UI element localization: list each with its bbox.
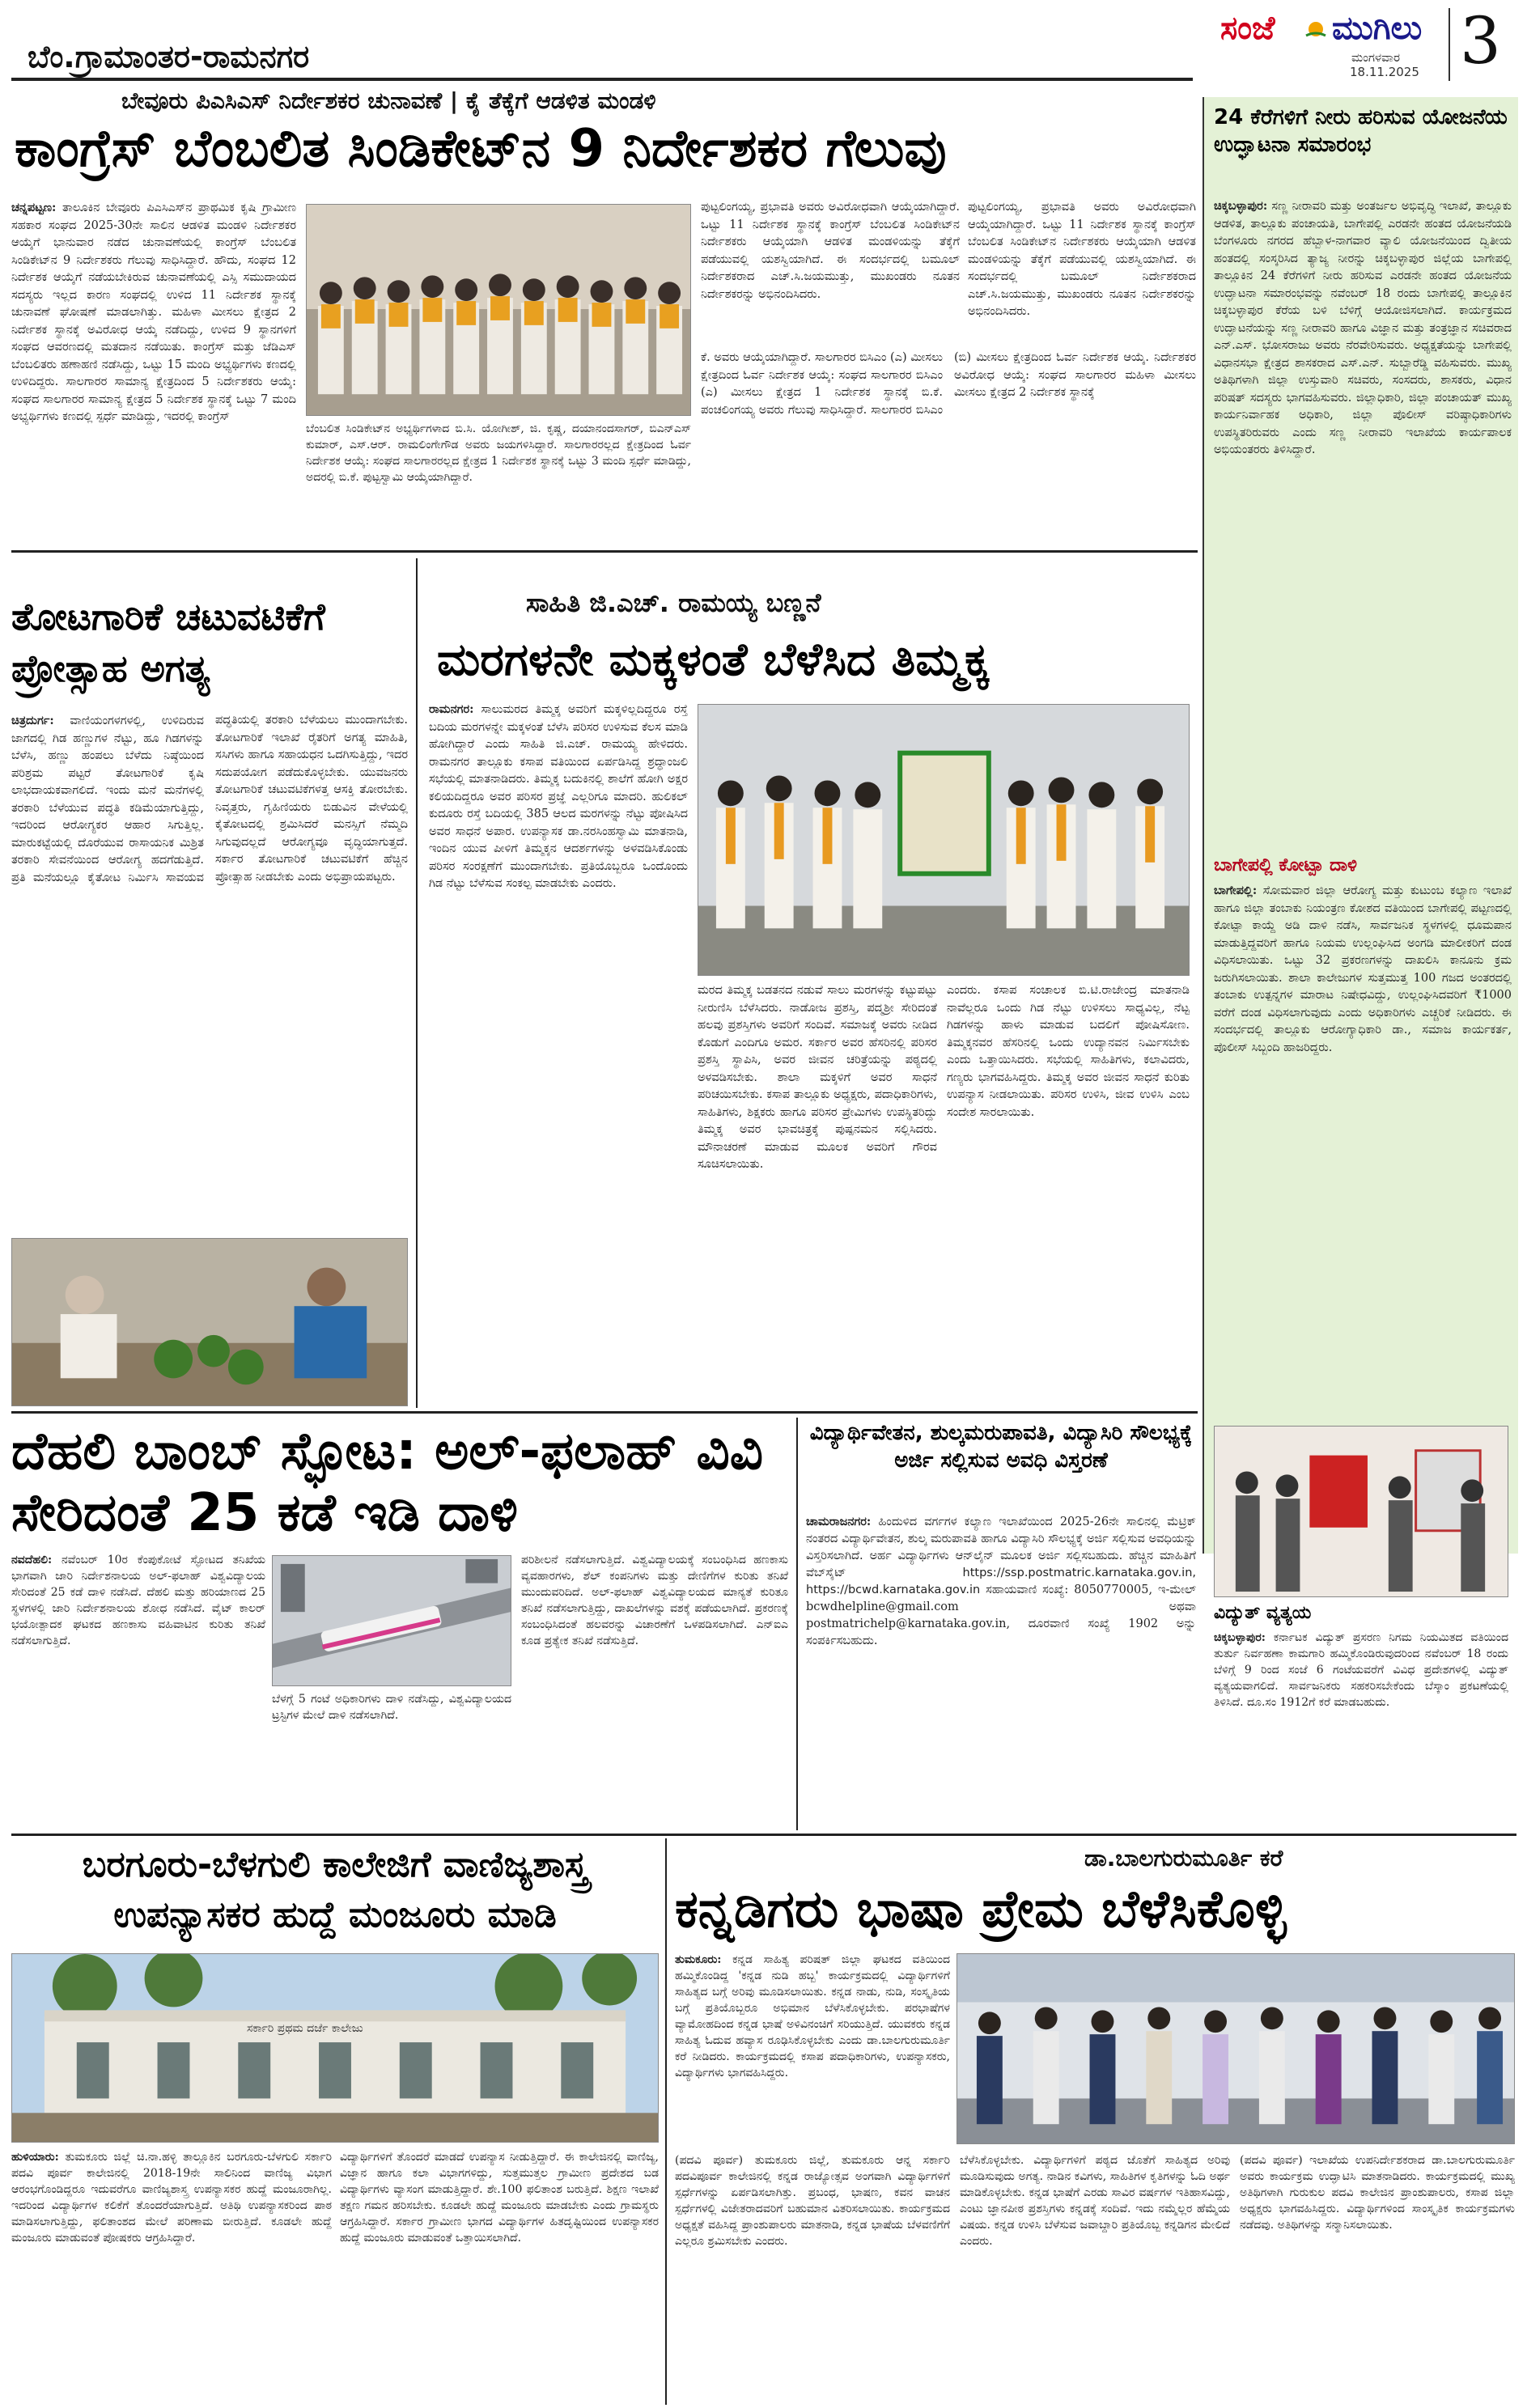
kannada-top-text: ಕನ್ನಡ ಸಾಹಿತ್ಯ ಪರಿಷತ್ ಜಿಲ್ಲಾ ಘಟಕದ ವತಿಯಿಂದ ಹಮ್ಮಿಕೊಂಡಿದ್ದ 'ಕನ್ನಡ ನುಡಿ ಹಬ್ಬ' ಕಾರ್ಯಕ್ರಮದಲ್ಲಿ ವಿದ್ಯಾರ್ಥಿಗಳಿಗೆ ಸಾಹಿತ್ಯದ ಬಗ್ಗೆ ಅರಿವು ಮೂಡಿಸಲಾಯಿತು. ಕನ್ನಡ ನಾಡು, ನುಡಿ, ಸಂಸ್ಕೃತಿಯ ಬಗ್ಗೆ ಪ್ರತಿಯೊಬ್ಬರೂ ಅಭಿಮಾನ ಬೆಳೆಸಿಕೊಳ್ಳಬೇಕು. ಪರಭಾಷೆಗಳ ವ್ಯಾಮೋಹದಿಂದ ಕನ್ನಡ ಭಾಷೆ ಅಳಿವಿನಂಚಿಗೆ ಸರಿಯುತ್ತಿದೆ. ಯುವಕರು ಕನ್ನಡ ಸಾಹಿತ್ಯ ಓದುವ ಹವ್ಯಾಸ ರೂಢಿಸಿಕೊಳ್ಳಬೇಕು ಎಂದು ಡಾ.ಬಾಲಗುರುಮೂರ್ತಿ ಕರೆ ನೀಡಿದರು. ಕಾರ್ಯಕ್ರಮದಲ್ಲಿ ಕಸಾಪ ಪದಾಧಿಕಾರಿಗಳು, ಉಪನ್ಯಾಸಕರು, ವಿದ್ಯಾರ್ಥಿಗಳು ಭಾಗವಹಿಸಿದ್ದರು. <box>675 1953 950 2079</box>
delhi-dateline: ನವದೆಹಲಿ: <box>11 1554 53 1566</box>
thimmakka-col-3: ಎಂದರು. ಕಸಾಪ ಸಂಚಾಲಕ ಬಿ.ಟಿ.ರಾಜೇಂದ್ರ ಮಾತನಾಡಿ ನಾವೆಲ್ಲರೂ ಒಂದು ಗಿಡ ನೆಟ್ಟು ಉಳಿಸಲು ಸಾಧ್ಯವಿಲ್ಲ, ನೆಟ್ಟ ಗಿಡಗಳನ್ನು ಹಾಳು ಮಾಡುವ ಬದಲಿಗೆ ಪೋಷಿಸೋಣ. ತಿಮ್ಮಕ್ಕನವರ ಹೆಸರಿನಲ್ಲಿ ಒಂದು ಉದ್ಯಾನವನ ನಿರ್ಮಿಸಬೇಕು ಎಂದು ಒತ್ತಾಯಿಸಿದರು. ಸಭೆಯಲ್ಲಿ ಸಾಹಿತಿಗಳು, ಕಲಾವಿದರು, ಗಣ್ಯರು ಭಾಗವಹಿಸಿದ್ದರು. ತಿಮ್ಮಕ್ಕ ಅವರ ಜೀವನ ಸಾಧನೆ ಕುರಿತು ಉಪನ್ಯಾಸ ನೀಡಲಾಯಿತು. ಪರಿಸರ ಉಳಿಸಿ, ಜೀವ ಉಳಿಸಿ ಎಂಬ ಸಂದೇಶ ಸಾರಲಾಯಿತು. <box>947 984 1190 1119</box>
kannada-photo <box>956 1953 1515 2144</box>
delhi-col-1 <box>11 1552 265 1827</box>
mid-rule <box>11 1411 1198 1414</box>
kannada-dateline: ತುಮಕೂರು: <box>675 1953 722 1966</box>
thimmakka-col-1 <box>429 701 688 1405</box>
horti-text: ವಾಣಿಯಂಗಳಗಳಲ್ಲಿ, ಉಳಿದಿರುವ ಜಾಗದಲ್ಲಿ ಗಿಡ ಹಣ್ಣುಗಳ ನೆಟ್ಟು, ಹೂ ಗಿಡಗಳನ್ನು ಬೆಳೆಸಿ, ಹಣ್ಣು ಹಂಪಲು ಬೆಳೆದು ನಿಷ್ಠೆಯಿಂದ ಪರಿಶ್ರಮ ಪಟ್ಟರೆ ತೋಟಗಾರಿಕೆ ಕೃಷಿ ಲಾಭದಾಯಕವಾಗಲಿದೆ. ಇಂದು ಮನೆ ಮನೆಗಳಲ್ಲಿ ತರಕಾರಿ ಬೆಳೆಯುವ ಪದ್ಧತಿ ಕಡಿಮೆಯಾಗುತ್ತಿದ್ದು, ಇದರಿಂದ ಆರೋಗ್ಯಕರ ಆಹಾರ ಸಿಗುತ್ತಿಲ್ಲ. ಮಾರುಕಟ್ಟೆಯಲ್ಲಿ ದೊರೆಯುವ ರಾಸಾಯನಿಕ ಮಿಶ್ರಿತ ತರಕಾರಿ ಸೇವನೆಯಿಂದ ಆರೋಗ್ಯ ಹದಗೆಡುತ್ತಿದೆ. ಪ್ರತಿ ಮನೆಯಲ್ಲೂ ಕೈತೋಟ ನಿರ್ಮಿಸಿ ಸಾವಯವ ಪದ್ಧತಿಯಲ್ಲಿ ತರಕಾರಿ ಬೆಳೆಯಲು ಮುಂದಾಗಬೇಕು. ತೋಟಗಾರಿಕೆ ಇಲಾಖೆ ರೈತರಿಗೆ ಅಗತ್ಯ ಮಾಹಿತಿ, ಸಸಿಗಳು ಹಾಗೂ ಸಹಾಯಧನ ಒದಗಿಸುತ್ತಿದ್ದು, ಇದರ ಸದುಪಯೋಗ ಪಡೆದುಕೊಳ್ಳಬೇಕು. ಯುವಜನರು ತೋಟಗಾರಿಕೆ ಚಟುವಟಿಕೆಗಳತ್ತ ಆಸಕ್ತಿ ತೋರಬೇಕು. ನಿವೃತ್ತರು, ಗೃಹಿಣಿಯರು ಬಿಡುವಿನ ವೇಳೆಯಲ್ಲಿ ಕೈತೋಟದಲ್ಲಿ ಶ್ರಮಿಸಿದರೆ ಮನಸ್ಸಿಗೆ ನೆಮ್ಮದಿ ಸಿಗುವುದಲ್ಲದೆ ಆರೋಗ್ಯವೂ ವೃದ್ಧಿಯಾಗುತ್ತದೆ. ಸರ್ಕಾರ ತೋಟಗಾರಿಕೆ ಚಟುವಟಿಕೆಗೆ ಹೆಚ್ಚಿನ ಪ್ರೋತ್ಸಾಹ ನೀಡಬೇಕು ಎಂದು ಅಭಿಪ್ರಾಯಪಟ್ಟರು. <box>11 714 408 884</box>
sidebar-sub-body <box>1214 882 1512 1408</box>
college-headline: ಬರಗೂರು-ಬೆಳಗುಲಿ ಕಾಲೇಜಿಗೆ ವಾಣಿಜ್ಯಶಾಸ್ತ್ರ ಉಪನ್ಯಾಸಕರ ಹುದ್ದೆ ಮಂಜೂರು ಮಾಡಿ <box>82 1844 588 1935</box>
sidebar-body-text: ಸಣ್ಣ ನೀರಾವರಿ ಮತ್ತು ಅಂತರ್ಜಲ ಅಭಿವೃದ್ಧಿ ಇಲಾಖೆ, ತಾಲ್ಲೂಕು ಆಡಳಿತ, ತಾಲ್ಲೂಕು ಪಂಚಾಯತಿ, ಬಾಗೇಪಲ್ಲಿ ಎರಡನೇ ಹಂತದ ಯೋಜನೆಯಡಿ ಬೆಂಗಳೂರು ನಗರದ ಹೆಬ್ಬಾಳ-ನಾಗವಾರ ವ್ಯಾಲಿ ಯೋಜನೆಯಿಂದ ದ್ವಿತೀಯ ಹಂತದಲ್ಲಿ ಸಂಸ್ಕರಿಸಿದ ತ್ಯಾಜ್ಯ ನೀರನ್ನು ಚಿಕ್ಕಬಳ್ಳಾಪುರ ಜಿಲ್ಲೆಯ ಬಾಗೇಪಲ್ಲಿ ತಾಲ್ಲೂಕಿನ 24 ಕೆರೆಗಳಿಗೆ ನೀರು ಹರಿಸುವ ಎರಡನೇ ಹಂತದ ಯೋಜನೆಯ ಉದ್ಘಾಟನಾ ಸಮಾರಂಭವನ್ನು ನವೆಂಬರ್ 18 ರಂದು ಬಾಗೇಪಲ್ಲಿ ತಾಲ್ಲೂಕಿನ ಚಿಕ್ಕಬಳ್ಳಾಪುರ ಕೆರೆಯ ಬಳಿ ಬೆಳಿಗ್ಗೆ ಆಯೋಜಿಸಲಾಗಿದೆ. ಕಾರ್ಯಕ್ರಮದ ಉದ್ಘಾಟನೆಯನ್ನು ಸಣ್ಣ ನೀರಾವರಿ ಹಾಗೂ ವಿಜ್ಞಾನ ಮತ್ತು ತಂತ್ರಜ್ಞಾನ ಸಚಿವರಾದ ಎನ್.ಎಸ್. ಭೋಸರಾಜು ಅವರು ನೆರವೇರಿಸುವರು. ಅಧ್ಯಕ್ಷತೆಯನ್ನು ಬಾಗೇಪಲ್ಲಿ ವಿಧಾನಸಭಾ ಕ್ಷೇತ್ರದ ಶಾಸಕರಾದ ಎಸ್.ಎನ್. ಸುಬ್ಬಾರೆಡ್ಡಿ ವಹಿಸುವರು. ಮುಖ್ಯ ಅತಿಥಿಗಳಾಗಿ ಜಿಲ್ಲಾ ಉಸ್ತುವಾರಿ ಸಚಿವರು, ಸಂಸದರು, ಶಾಸಕರು, ವಿಧಾನ ಪರಿಷತ್ ಸದಸ್ಯರು ಭಾಗವಹಿಸುವರು. ಜಿಲ್ಲಾಧಿಕಾರಿ, ಜಿಲ್ಲಾ ಪಂಚಾಯತ್ ಮುಖ್ಯ ಕಾರ್ಯನಿರ್ವಾಹಕ ಅಧಿಕಾರಿ, ಜಿಲ್ಲಾ ಪೊಲೀಸ್ ವರಿಷ್ಠಾಧಿಕಾರಿಗಳು ಉಪಸ್ಥಿತರಿರುವರು ಎಂದು ಸಣ್ಣ ನೀರಾವರಿ ಇಲಾಖೆಯ ಕಾರ್ಯಪಾಲಕ ಅಭಿಯಂತರರು ತಿಳಿಸಿದ್ದಾರೆ. <box>1214 200 1512 456</box>
delhi-headline: ದೆಹಲಿ ಬಾಂಬ್ ಸ್ಫೋಟ: ಅಲ್-ಫಲಾಹ್ ವಿವಿ ಸೇರಿದಂತೆ 25 ಕಡೆ ಇಡಿ ದಾಳಿ <box>11 1422 764 1543</box>
college-sign: ಸರ್ಕಾರಿ ಪ್ರಥಮ ದರ್ಜೆ ಕಾಲೇಜು <box>247 2022 363 2035</box>
lead-col-3: ಕೆ. ಅವರು ಆಯ್ಕೆಯಾಗಿದ್ದಾರೆ. ಸಾಲಗಾರರ ಬಿಸಿಎಂ (ಎ) ಮೀಸಲು ಕ್ಷೇತ್ರದಿಂದ ಓರ್ವ ನಿರ್ದೇಶಕ ಆಯ್ಕೆ: ಸಂಘದ ಸಾಲಗಾರರ ಬಿಸಿಎಂ (ಎ) ಮೀಸಲು ಕ್ಷೇತ್ರದ 1 ನಿರ್ದೇಶಕ ಸ್ಥಾನಕ್ಕೆ ಬಿ.ಕೆ. ಪಂಚಲಿಂಗಯ್ಯ ಅವರು ಗೆಲುವು ಸಾಧಿಸಿದ್ದಾರೆ. ಸಾಲಗಾರರ ಬಿಸಿಎಂ (ಬಿ) ಮೀಸಲು ಕ್ಷೇತ್ರದಿಂದ ಓರ್ವ ನಿರ್ದೇಶಕ ಆಯ್ಕೆ. ನಿರ್ದೇಶಕರ ಅವಿರೋಧ ಆಯ್ಕೆ: ಸಂಘದ ಸಾಲಗಾರರ ಮಹಿಳಾ ಮೀಸಲು ಮೀಸಲು ಕ್ಷೇತ್ರದ 2 ನಿರ್ದೇಶಕ ಸ್ಥಾನಕ್ಕೆ <box>701 351 1196 417</box>
thimmakka-photo <box>698 704 1190 976</box>
lower-rule <box>11 1834 1516 1836</box>
scholarship-headline: ವಿದ್ಯಾರ್ಥಿವೇತನ, ಶುಲ್ಕಮರುಪಾವತಿ, ವಿದ್ಯಾಸಿರಿ ಸೌಲಭ್ಯಕ್ಕೆ ಅರ್ಜಿ ಸಲ್ಲಿಸುವ ಅವಧಿ ವಿಸ್ತರಣೆ <box>809 1421 1193 1473</box>
kannada-headline: ಕನ್ನಡಿಗರು ಭಾಷಾ ಪ್ರೇಮ ಬೆಳೆಸಿಕೊಳ್ಳಿ <box>675 1880 1287 1940</box>
header-rule <box>11 78 1193 81</box>
thimmakka-col1-text: ಸಾಲುಮರದ ತಿಮ್ಮಕ್ಕ ಅವರಿಗೆ ಮಕ್ಕಳಿಲ್ಲದಿದ್ದರೂ ರಸ್ತೆ ಬದಿಯ ಮರಗಳನ್ನೇ ಮಕ್ಕಳಂತೆ ಬೆಳೆಸಿ ಪರಿಸರ ಉಳಿಸುವ ಕೆಲಸ ಮಾಡಿ ಹೋಗಿದ್ದಾರೆ ಎಂದು ಸಾಹಿತಿ ಜಿ.ಎಚ್. ರಾಮಯ್ಯ ಹೇಳಿದರು. ರಾಮನಗರ ತಾಲ್ಲೂಕು ಕಸಾಪ ವತಿಯಿಂದ ಏರ್ಪಡಿಸಿದ್ದ ಶ್ರದ್ಧಾಂಜಲಿ ಸಭೆಯಲ್ಲಿ ಮಾತನಾಡಿದರು. ತಿಮ್ಮಕ್ಕ ಬದುಕಿನಲ್ಲಿ ಶಾಲೆಗೆ ಹೋಗಿ ಅಕ್ಷರ ಕಲಿಯದಿದ್ದರೂ ಅವರ ಪರಿಸರ ಪ್ರಜ್ಞೆ ಎಲ್ಲರಿಗೂ ಮಾದರಿ. ಹುಲಿಕಲ್ ಕುದೂರು ರಸ್ತೆ ಬದಿಯಲ್ಲಿ 385 ಆಲದ ಮರಗಳನ್ನು ನೆಟ್ಟು ಪೋಷಿಸಿದ ಅವರ ಸಾಧನೆ ಅಪಾರ. ಉಪನ್ಯಾಸಕ ಡಾ.ನರಸಿಂಹಸ್ವಾಮಿ ಮಾತನಾಡಿ, ಇಂದಿನ ಯುವ ಪೀಳಿಗೆ ತಿಮ್ಮಕ್ಕನ ಆದರ್ಶಗಳನ್ನು ಅಳವಡಿಸಿಕೊಂಡು ಪರಿಸರ ಸಂರಕ್ಷಣೆಗೆ ಮುಂದಾಗಬೇಕು. ಪ್ರತಿಯೊಬ್ಬರೂ ಒಂದೊಂದು ಗಿಡ ನೆಟ್ಟು ಬೆಳೆಸುವ ಸಂಕಲ್ಪ ಮಾಡಬೇಕು ಎಂದರು. <box>429 703 688 890</box>
thimmakka-col-2: ಮರದ ತಿಮ್ಮಕ್ಕ ಬಡತನದ ನಡುವೆ ಸಾಲು ಮರಗಳನ್ನು ಕಟ್ಟುಪಟ್ಟು ನೀರುಣಿಸಿ ಬೆಳೆಸಿದರು. ನಾಡೋಜ ಪ್ರಶಸ್ತಿ, ಪದ್ಮಶ್ರೀ ಸೇರಿದಂತೆ ಹಲವು ಪ್ರಶಸ್ತಿಗಳು ಅವರಿಗೆ ಸಂದಿವೆ. ಸಮಾಜಕ್ಕೆ ಅವರು ನೀಡಿದ ಕೊಡುಗೆ ಎಂದಿಗೂ ಅಮರ. ಸರ್ಕಾರ ಅವರ ಹೆಸರಿನಲ್ಲಿ ಪರಿಸರ ಪ್ರಶಸ್ತಿ ಸ್ಥಾಪಿಸಿ, ಅವರ ಜೀವನ ಚರಿತ್ರೆಯನ್ನು ಪಠ್ಯದಲ್ಲಿ ಅಳವಡಿಸಬೇಕು. ಶಾಲಾ ಮಕ್ಕಳಿಗೆ ಅವರ ಸಾಧನೆ ಪರಿಚಯಿಸಬೇಕು. ಕಸಾಪ ತಾಲ್ಲೂಕು ಅಧ್ಯಕ್ಷರು, ಪದಾಧಿಕಾರಿಗಳು, ಸಾಹಿತಿಗಳು, ಶಿಕ್ಷಕರು ಹಾಗೂ ಪರಿಸರ ಪ್ರೇಮಿಗಳು ಉಪಸ್ಥಿತರಿದ್ದು ತಿಮ್ಮಕ್ಕ ಅವರ ಭಾವಚಿತ್ರಕ್ಕೆ ಪುಷ್ಪನಮನ ಸಲ್ಲಿಸಿದರು. ಮೌನಾಚರಣೆ ಮಾಡುವ ಮೂಲಕ ಅವರಿಗೆ ಗೌರವ ಸೂಚಿಸಲಾಯಿತು. <box>698 984 937 1171</box>
sidebar-body <box>1214 197 1512 853</box>
sun-icon <box>1303 15 1329 40</box>
delhi-col-2: ಪರಿಶೀಲನೆ ನಡೆಸಲಾಗುತ್ತಿದೆ. ವಿಶ್ವವಿದ್ಯಾಲಯಕ್ಕೆ ಸಂಬಂಧಿಸಿದ ಹಣಕಾಸು ವ್ಯವಹಾರಗಳು, ಶೆಲ್ ಕಂಪನಿಗಳು ಮತ್ತು ದೇಣಿಗೆಗಳ ಕುರಿತು ತನಿಖೆ ಮುಂದುವರಿದಿದೆ. ಅಲ್-ಫಲಾಹ್ ವಿಶ್ವವಿದ್ಯಾಲಯದ ಮಾನ್ಯತೆ ಕುರಿತೂ ತನಿಖೆ ನಡೆಸಲಾಗುತ್ತಿದ್ದು, ದಾಖಲೆಗಳನ್ನು ವಶಕ್ಕೆ ಪಡೆಯಲಾಗಿದೆ. ಪ್ರಕರಣಕ್ಕೆ ಸಂಬಂಧಿಸಿದಂತೆ ಹಲವರನ್ನು ವಿಚಾರಣೆಗೆ ಒಳಪಡಿಸಲಾಗಿದೆ. ಎನ್‌ಐಎ ಕೂಡ ಪ್ರತ್ಯೇಕ ತನಿಖೆ ನಡೆಸುತ್ತಿದೆ. <box>521 1554 788 1647</box>
masthead <box>1214 8 1449 81</box>
kannada-col-3: (ಪದವಿ ಪೂರ್ವ) ಇಲಾಖೆಯ ಉಪನಿರ್ದೇಶಕರಾದ ಡಾ.ಬಾಲಗುರುಮೂರ್ತಿ ಅವರು ಕಾರ್ಯಕ್ರಮ ಉದ್ಘಾಟಿಸಿ ಮಾತನಾಡಿದರು. ಕಾರ್ಯಕ್ರಮದಲ್ಲಿ ಮುಖ್ಯ ಅತಿಥಿಗಳಾಗಿ ಗುರುಕುಲ ಪದವಿ ಕಾಲೇಜಿನ ಪ್ರಾಂಶುಪಾಲರು, ಕಸಾಪ ಜಿಲ್ಲಾ ಅಧ್ಯಕ್ಷರು ಭಾಗವಹಿಸಿದ್ದರು. ವಿದ್ಯಾರ್ಥಿಗಳಿಂದ ಸಾಂಸ್ಕೃತಿಕ ಕಾರ್ಯಕ್ರಮಗಳು ನಡೆದವು. ಅತಿಥಿಗಳನ್ನು ಸನ್ಮಾನಿಸಲಾಯಿತು. <box>1240 2154 1515 2232</box>
scholarship-dateline: ಚಾಮರಾಜನಗರ: <box>806 1515 872 1528</box>
sidebar-dateline: ಚಿಕ್ಕಬಳ್ಳಾಪುರ: <box>1214 199 1268 213</box>
scholarship-helpline: ಸಹಾಯವಾಣಿ ಸಂಖ್ಯೆ: 8050770005, ಇ-ಮೇಲ್ bcwdhelpline@gmail.com ಅಥವಾ postmatrichelp@karnataka.gov.in, ದೂರವಾಣಿ ಸಂಖ್ಯೆ 1902 ಅನ್ನು ಸಂಪರ್ಕಿಸಬಹುದು. <box>806 1583 1196 1647</box>
sidebar-sub-headline: ಬಾಗೇಪಲ್ಲಿ ಕೋಟ್ಪಾ ದಾಳಿ <box>1214 855 1357 875</box>
delhi-vrule <box>796 1418 798 1830</box>
kannada-kicker: ಡಾ.ಬಾಲಗುರುಮೂರ್ತಿ ಕರೆ <box>1084 1845 1283 1872</box>
kannada-top <box>675 1952 950 2146</box>
horti-headline: ತೋಟಗಾರಿಕೆ ಚಟುವಟಿಕೆಗೆ ಪ್ರೋತ್ಸಾಹ ಅಗತ್ಯ <box>11 595 325 690</box>
masthead-logo-sanje: ಸಂಜೆ <box>1220 10 1275 47</box>
lead-dateline: ಚನ್ನಪಟ್ಟಣ: <box>11 201 57 214</box>
delhi-photo-caption: ಬೆಳಗ್ಗೆ 5 ಗಂಟೆ ಅಧಿಕಾರಿಗಳು ದಾಳಿ ನಡೆಸಿದ್ದು, ವಿಶ್ವವಿದ್ಯಾಲಯದ ಟ್ರಸ್ಟಿಗಳ ಮೇಲೆ ದಾಳಿ ನಡೆಸಲಾಗಿದೆ. <box>272 1693 511 1722</box>
scholarship-body <box>806 1513 1196 1830</box>
right-sidebar <box>1203 97 1518 1554</box>
thimmakka-dateline: ರಾಮನಗರ: <box>429 702 474 716</box>
college-vrule <box>665 1838 667 2405</box>
page-number: 3 <box>1460 3 1501 78</box>
horti-vrule <box>416 558 418 1408</box>
masthead-weekday: ಮಂಗಳವಾರ <box>1351 50 1401 65</box>
sidebar-sub-text: ಸೋಮವಾರ ಜಿಲ್ಲಾ ಆರೋಗ್ಯ ಮತ್ತು ಕುಟುಂಬ ಕಲ್ಯಾಣ ಇಲಾಖೆ ಹಾಗೂ ಜಿಲ್ಲಾ ತಂಬಾಕು ನಿಯಂತ್ರಣ ಕೋಶದ ವತಿಯಿಂದ ಬಾಗೇಪಲ್ಲಿ ಪಟ್ಟಣದಲ್ಲಿ ಕೋಟ್ಪಾ ಕಾಯ್ದೆ ಅಡಿ ದಾಳಿ ನಡೆಸಿ, ಸಾರ್ವಜನಿಕ ಸ್ಥಳಗಳಲ್ಲಿ ಧೂಮಪಾನ ಮಾಡುತ್ತಿದ್ದವರಿಗೆ ಹಾಗೂ ನಿಯಮ ಉಲ್ಲಂಘಿಸಿದ ಅಂಗಡಿ ಮಾಲೀಕರಿಗೆ ದಂಡ ವಿಧಿಸಲಾಯಿತು. ಒಟ್ಟು 32 ಪ್ರಕರಣಗಳನ್ನು ದಾಖಲಿಸಿ ಕಾನೂನು ಕ್ರಮ ಜರುಗಿಸಲಾಯಿತು. ಶಾಲಾ ಕಾಲೇಜುಗಳ ಸುತ್ತಮುತ್ತ 100 ಗಜದ ಅಂತರದಲ್ಲಿ ತಂಬಾಕು ಉತ್ಪನ್ನಗಳ ಮಾರಾಟ ನಿಷೇಧವಿದ್ದು, ಉಲ್ಲಂಘಿಸಿದವರಿಗೆ ₹1000 ವರೆಗೆ ದಂಡ ವಿಧಿಸಲಾಗುವುದು ಎಂದು ಅಧಿಕಾರಿಗಳು ಎಚ್ಚರಿಕೆ ನೀಡಿದರು. ಈ ಸಂದರ್ಭದಲ್ಲಿ ತಾಲ್ಲೂಕು ಆರೋಗ್ಯಾಧಿಕಾರಿ ಡಾ., ಸಮಾಜ ಕಾರ್ಯಕರ್ತ, ಪೊಲೀಸ್ ಸಿಬ್ಬಂದಿ ಹಾಜರಿದ್ದರು. <box>1214 884 1512 1054</box>
thimmakka-headline: ಮರಗಳನೇ ಮಕ್ಕಳಂತೆ ಬೆಳೆಸಿದ ತಿಮ್ಮಕ್ಕ <box>437 634 990 686</box>
power-cut-dateline: ಚಿಕ್ಕಬಳ್ಳಾಪುರ: <box>1214 1631 1266 1644</box>
sidebar-sub-dateline: ಬಾಗೇಪಲ್ಲಿ: <box>1214 884 1258 897</box>
college-col-2: ವಿದ್ಯಾರ್ಥಿಗಳಿಗೆ ತೊಂದರೆ ಮಾಡದೆ ಉಪನ್ಯಾಸ ನೀಡುತ್ತಿದ್ದಾರೆ. ಈ ಕಾಲೇಜಿನಲ್ಲಿ ವಾಣಿಜ್ಯ, ವಿಜ್ಞಾನ ಹಾಗೂ ಕಲಾ ವಿಭಾಗಗಳಿದ್ದು, ಸುತ್ತಮುತ್ತಲ ಗ್ರಾಮೀಣ ಪ್ರದೇಶದ ಬಡ ವಿದ್ಯಾರ್ಥಿಗಳು ವ್ಯಾಸಂಗ ಮಾಡುತ್ತಿದ್ದಾರೆ. ಶೇ.100 ಫಲಿತಾಂಶ ಬರುತ್ತಿದೆ. ಶಿಕ್ಷಣ ಇಲಾಖೆ ತಕ್ಷಣ ಗಮನ ಹರಿಸಬೇಕು. ಕೂಡಲೇ ಹುದ್ದೆ ಮಂಜೂರು ಮಾಡಬೇಕು ಎಂದು ಗ್ರಾಮಸ್ಥರು ಆಗ್ರಹಿಸಿದ್ದಾರೆ. ಸರ್ಕಾರ ಗ್ರಾಮೀಣ ಭಾಗದ ವಿದ್ಯಾರ್ಥಿಗಳ ಹಿತದೃಷ್ಟಿಯಿಂದ ಉಪನ್ಯಾಸಕರ ಹುದ್ದೆ ಮಂಜೂರು ಮಾಡುವಂತೆ ಒತ್ತಾಯಿಸಲಾಗಿದೆ. <box>340 2151 659 2245</box>
power-cut-headline: ವಿದ್ಯುತ್ ವ್ಯತ್ಯಯ <box>1214 1603 1312 1623</box>
horti-photo <box>11 1238 408 1406</box>
masthead-logo-mugilu: ಮುಗಿಲು <box>1332 10 1423 47</box>
college-photo <box>11 1953 659 2143</box>
sidebar-photo <box>1214 1426 1508 1597</box>
delhi-col1-text: ನವೆಂಬರ್ 10ರ ಕೆಂಪುಕೋಟೆ ಸ್ಫೋಟದ ತನಿಖೆಯ ಭಾಗವಾಗಿ ಜಾರಿ ನಿರ್ದೇಶನಾಲಯ ಅಲ್-ಫಲಾಹ್ ವಿಶ್ವವಿದ್ಯಾಲಯ ಸೇರಿದಂತೆ 25 ಕಡೆ ದಾಳಿ ನಡೆಸಿದೆ. ದೆಹಲಿ ಮತ್ತು ಹರಿಯಾಣದ 25 ಸ್ಥಳಗಳಲ್ಲಿ ಜಾರಿ ನಿರ್ದೇಶನಾಲಯ ಶೋಧ ನಡೆಸಿದೆ. ವೈಟ್ ಕಾಲರ್ ಭಯೋತ್ಪಾದಕ ಘಟಕದ ಹಣಕಾಸು ವಹಿವಾಟಿನ ಕುರಿತು ತನಿಖೆ ನಡೆಸಲಾಗುತ್ತಿದೆ. <box>11 1554 265 1647</box>
college-dateline: ಹುಳಿಯಾರು: <box>11 2151 59 2164</box>
delhi-photo <box>272 1555 511 1686</box>
thimmakka-kicker: ಸಾಹಿತಿ ಜಿ.ಎಚ್. ರಾಮಯ್ಯ ಬಣ್ಣನೆ <box>526 587 821 618</box>
masthead-date: 18.11.2025 <box>1350 65 1419 79</box>
lead-headline: ಕಾಂಗ್ರೆಸ್ ಬೆಂಬಲಿತ ಸಿಂಡಿಕೇಟ್‌ನ 9 ನಿರ್ದೇಶಕರ ಗೆಲುವು <box>15 119 947 179</box>
lead-col-2b: ಪುಟ್ಟಲಿಂಗಯ್ಯ, ಪ್ರಭಾವತಿ ಅವರು ಅವಿರೋಧವಾಗಿ ಆಯ್ಕೆಯಾಗಿದ್ದಾರೆ. ಒಟ್ಟು 11 ನಿರ್ದೇಶಕ ಸ್ಥಾನಕ್ಕೆ ಕಾಂಗ್ರೆಸ್ ಬೆಂಬಲಿತ ಸಿಂಡಿಕೇಟ್‌ನ ನಿರ್ದೇಶಕರು ಆಯ್ಕೆಯಾಗಿ ಆಡಳಿತ ಮಂಡಳಿಯನ್ನು ತೆಕ್ಕೆಗೆ ಪಡೆಯುವಲ್ಲಿ ಯಶಸ್ವಿಯಾಗಿದೆ. ಈ ಸಂದರ್ಭದಲ್ಲಿ ಬಮೂಲ್ ನಿರ್ದೇಶಕರಾದ ಎಚ್.ಸಿ.ಜಯಮುತ್ತು, ಮುಖಂಡರು ನೂತನ ನಿರ್ದೇಶಕರನ್ನು ಅಭಿನಂದಿಸಿದರು. <box>968 201 1196 318</box>
power-cut-text: ಕರ್ನಾಟಕ ವಿದ್ಯುತ್ ಪ್ರಸರಣ ನಿಗಮ ನಿಯಮಿತದ ವತಿಯಿಂದ ತುರ್ತು ನಿರ್ವಹಣಾ ಕಾಮಗಾರಿ ಹಮ್ಮಿಕೊಂಡಿರುವುದರಿಂದ ನವೆಂಬರ್ 18 ರಂದು ಬೆಳಿಗ್ಗೆ 9 ರಿಂದ ಸಂಜೆ 6 ಗಂಟೆಯವರೆಗೆ ವಿವಿಧ ಪ್ರದೇಶಗಳಲ್ಲಿ ವಿದ್ಯುತ್ ವ್ಯತ್ಯಯವಾಗಲಿದೆ. ಸಾರ್ವಜನಿಕರು ಸಹಕರಿಸಬೇಕೆಂದು ಬೆಸ್ಕಾಂ ಪ್ರಕಟಣೆಯಲ್ಲಿ ತಿಳಿಸಿದೆ. ದೂ.ಸಂ 1912ಗೆ ಕರೆ ಮಾಡಬಹುದು. <box>1214 1631 1508 1709</box>
horti-dateline: ಚಿತ್ರದುರ್ಗ: <box>11 714 54 727</box>
lead-col-2: ಪುಟ್ಟಲಿಂಗಯ್ಯ, ಪ್ರಭಾವತಿ ಅವರು ಅವಿರೋಧವಾಗಿ ಆಯ್ಕೆಯಾಗಿದ್ದಾರೆ. ಒಟ್ಟು 11 ನಿರ್ದೇಶಕ ಸ್ಥಾನಕ್ಕೆ ಕಾಂಗ್ರೆಸ್ ಬೆಂಬಲಿತ ಸಿಂಡಿಕೇಟ್‌ನ ನಿರ್ದೇಶಕರು ಆಯ್ಕೆಯಾಗಿ ಆಡಳಿತ ಮಂಡಳಿಯನ್ನು ತೆಕ್ಕೆಗೆ ಪಡೆಯುವಲ್ಲಿ ಯಶಸ್ವಿಯಾಗಿದೆ. ಈ ಸಂದರ್ಭದಲ್ಲಿ ಬಮೂಲ್ ನಿರ್ದೇಶಕರಾದ ಎಚ್.ಸಿ.ಜಯಮುತ್ತು, ಮುಖಂಡರು ನೂತನ ನಿರ್ದೇಶಕರನ್ನು ಅಭಿನಂದಿಸಿದರು. <box>701 201 960 301</box>
section-title: ಬೆಂ.ಗ್ರಾಮಾಂತರ-ರಾಮನಗರ <box>28 39 310 74</box>
section-header <box>11 36 1177 74</box>
page-number-box <box>1449 3 1513 81</box>
lead-col-1 <box>11 199 296 542</box>
kannada-col-1: (ಪದವಿ ಪೂರ್ವ) ತುಮಕೂರು ಜಿಲ್ಲೆ, ತುಮಕೂರು ಆನ್ನ ಸರ್ಕಾರಿ ಪದವಿಪೂರ್ವ ಕಾಲೇಜಿನಲ್ಲಿ ಕನ್ನಡ ರಾಜ್ಯೋತ್ಸವ ಅಂಗವಾಗಿ ವಿದ್ಯಾರ್ಥಿಗಳಿಗೆ ಸ್ಪರ್ಧೆಗಳನ್ನು ಏರ್ಪಡಿಸಲಾಗಿತ್ತು. ಪ್ರಬಂಧ, ಭಾಷಣ, ಕವನ ವಾಚನ ಸ್ಪರ್ಧೆಗಳಲ್ಲಿ ವಿಜೇತರಾದವರಿಗೆ ಬಹುಮಾನ ವಿತರಿಸಲಾಯಿತು. ಕಾರ್ಯಕ್ರಮದ ಅಧ್ಯಕ್ಷತೆ ವಹಿಸಿದ್ದ ಪ್ರಾಂಶುಪಾಲರು ಮಾತನಾಡಿ, ಕನ್ನಡ ಭಾಷೆಯ ಬೆಳವಣಿಗೆಗೆ ಎಲ್ಲರೂ ಶ್ರಮಿಸಬೇಕು ಎಂದರು. <box>675 2154 950 2248</box>
college-col-1 <box>11 2149 332 2402</box>
kannada-col-2: ಬೆಳೆಸಿಕೊಳ್ಳಬೇಕು. ವಿದ್ಯಾರ್ಥಿಗಳಿಗೆ ಪಠ್ಯದ ಜೊತೆಗೆ ಸಾಹಿತ್ಯದ ಅರಿವು ಮೂಡಿಸುವುದು ಅಗತ್ಯ. ನಾಡಿನ ಕವಿಗಳು, ಸಾಹಿತಿಗಳ ಕೃತಿಗಳನ್ನು ಓದಿ ಅರ್ಥ ಮಾಡಿಕೊಳ್ಳಬೇಕು. ಕನ್ನಡ ಭಾಷೆಗೆ ಎರಡು ಸಾವಿರ ವರ್ಷಗಳ ಇತಿಹಾಸವಿದ್ದು, ಎಂಟು ಜ್ಞಾನಪೀಠ ಪ್ರಶಸ್ತಿಗಳು ಕನ್ನಡಕ್ಕೆ ಸಂದಿವೆ. ಇದು ನಮ್ಮೆಲ್ಲರ ಹೆಮ್ಮೆಯ ವಿಷಯ. ಕನ್ನಡ ಉಳಿಸಿ ಬೆಳೆಸುವ ಜವಾಬ್ದಾರಿ ಪ್ರತಿಯೊಬ್ಬ ಕನ್ನಡಿಗನ ಮೇಲಿದೆ ಎಂದರು. <box>960 2154 1230 2248</box>
college-col1-text: ತುಮಕೂರು ಜಿಲ್ಲೆ ಚಿ.ನಾ.ಹಳ್ಳಿ ತಾಲ್ಲೂಕಿನ ಬರಗೂರು-ಬೆಳಗುಲಿ ಸರ್ಕಾರಿ ಪದವಿ ಪೂರ್ವ ಕಾಲೇಜಿನಲ್ಲಿ 2018-19ನೇ ಸಾಲಿನಿಂದ ವಾಣಿಜ್ಯ ವಿಭಾಗ ಆರಂಭಗೊಂಡಿದ್ದರೂ ಇದುವರೆಗೂ ವಾಣಿಜ್ಯಶಾಸ್ತ್ರ ಉಪನ್ಯಾಸಕರ ಹುದ್ದೆ ಮಂಜೂರಾಗಿಲ್ಲ. ಇದರಿಂದ ವಿದ್ಯಾರ್ಥಿಗಳ ಕಲಿಕೆಗೆ ತೊಂದರೆಯಾಗುತ್ತಿದೆ. ಅತಿಥಿ ಉಪನ್ಯಾಸಕರಿಂದ ಪಾಠ ಮಾಡಿಸಲಾಗುತ್ತಿದ್ದು, ಫಲಿತಾಂಶದ ಮೇಲೆ ಪರಿಣಾಮ ಬೀರುತ್ತಿದೆ. ಕೂಡಲೇ ಹುದ್ದೆ ಮಂಜೂರು ಮಾಡುವಂತೆ ಪೋಷಕರು ಆಗ್ರಹಿಸಿದ್ದಾರೆ. <box>11 2151 332 2245</box>
sidebar-headline: 24 ಕೆರೆಗಳಿಗೆ ನೀರು ಹರಿಸುವ ಯೋಜನೆಯ ಉದ್ಘಾಟನಾ ಸಮಾರಂಭ <box>1214 105 1508 157</box>
scholarship-text: ಹಿಂದುಳಿದ ವರ್ಗಗಳ ಕಲ್ಯಾಣ ಇಲಾಖೆಯಿಂದ 2025-26ನೇ ಸಾಲಿನಲ್ಲಿ ಮೆಟ್ರಿಕ್ ನಂತರದ ವಿದ್ಯಾರ್ಥಿವೇತನ, ಶುಲ್ಕ ಮರುಪಾವತಿ ಹಾಗೂ ವಿದ್ಯಾಸಿರಿ ಸೌಲಭ್ಯಕ್ಕೆ ಅರ್ಜಿ ಸಲ್ಲಿಸುವ ಅವಧಿಯನ್ನು ವಿಸ್ತರಿಸಲಾಗಿದೆ. ಅರ್ಹ ವಿದ್ಯಾರ್ಥಿಗಳು ಆನ್‌ಲೈನ್ ಮೂಲಕ ಅರ್ಜಿ ಸಲ್ಲಿಸಬಹುದು. ಹೆಚ್ಚಿನ ಮಾಹಿತಿಗೆ ವೆಬ್‌ಸೈಟ್ <box>806 1516 1196 1579</box>
lead-photo-caption: ಬೆಂಬಲಿತ ಸಿಂಡಿಕೇಟ್‌ನ ಅಭ್ಯರ್ಥಿಗಳಾದ ಬಿ.ಸಿ. ಯೋಗೀಶ್, ಜಿ. ಕೃಷ್ಣ, ದಯಾನಂದಸಾಗರ್, ಬಿಎನ್‌ಎಸ್ ಕುಮಾರ್, ಎಸ್.ಆರ್. ರಾಮಲಿಂಗೇಗೌಡ ಅವರು ಜಯಗಳಿಸಿದ್ದಾರೆ. ಸಾಲಗಾರರಲ್ಲದ ಕ್ಷೇತ್ರದಿಂದ ಓರ್ವ ನಿರ್ದೇಶಕ ಆಯ್ಕೆ: ಸಂಘದ ಸಾಲಗಾರರಲ್ಲದ ಕ್ಷೇತ್ರದ 1 ನಿರ್ದೇಶಕ ಸ್ಥಾನಕ್ಕೆ ಒಟ್ಟು 3 ಮಂದಿ ಸ್ಪರ್ಧೆ ಮಾಡಿದ್ದು, ಅದರಲ್ಲಿ ಬಿ.ಕೆ. ಪುಟ್ಟಸ್ವಾಮಿ ಆಯ್ಕೆಯಾಗಿದ್ದಾರೆ. <box>306 422 691 484</box>
lead-kicker: ಬೇವೂರು ಪಿಎಸಿಎಸ್ ನಿರ್ದೇಶಕರ ಚುನಾವಣೆ | ಕೈ ತೆಕ್ಕೆಗೆ ಆಡಳಿತ ಮಂಡಳಿ <box>121 87 656 114</box>
horti-body <box>11 712 408 1230</box>
lead-photo <box>306 204 691 416</box>
power-cut-body <box>1214 1630 1508 1832</box>
lead-bottom-rule <box>11 550 1198 553</box>
lead-col1-text: ತಾಲೂಕಿನ ಬೇವೂರು ಪಿಎಸಿಎಸ್‌ನ ಪ್ರಾಥಮಿಕ ಕೃಷಿ ಗ್ರಾಮೀಣ ಸಹಕಾರ ಸಂಘದ 2025-30ನೇ ಸಾಲಿನ ಆಡಳಿತ ಮಂಡಳಿ ನಿರ್ದೇಶಕರ ಆಯ್ಕೆಗೆ ಭಾನುವಾರ ನಡೆದ ಚುನಾವಣೆಯಲ್ಲಿ ಕಾಂಗ್ರೆಸ್ ಬೆಂಬಲಿತ ಸಿಂಡಿಕೇಟ್‌ನ 9 ನಿರ್ದೇಶಕರು ಗೆಲುವು ಸಾಧಿಸಿದ್ದಾರೆ. ಹೌದು, ಸಂಘದ 12 ನಿರ್ದೇಶಕ ಆಯ್ಕೆಗೆ ನಡೆಯಬೇಕಿರುವ ಚುನಾವಣೆಯಲ್ಲಿ ಎಸ್ಸಿ ಸಮುದಾಯದ ಸದಸ್ಯರು ಇಲ್ಲದ ಕಾರಣ ಸಂಘದಲ್ಲಿ ಉಳಿದ 11 ನಿರ್ದೇಶಕ ಸ್ಥಾನಕ್ಕೆ ಚುನಾವಣೆ ಘೋಷಣೆ ಮಾಡಲಾಗಿತ್ತು. ಮಹಿಳಾ ಮೀಸಲು ಕ್ಷೇತ್ರದ 2 ನಿರ್ದೇಶಕ ಸ್ಥಾನಕ್ಕೆ ಅವಿರೋಧ ಆಯ್ಕೆ ನಡೆದಿದ್ದು, ಉಳಿದ 9 ಸ್ಥಾನಗಳಿಗೆ ಸಂಘದ ಆವರಣದಲ್ಲಿ ಮತದಾನ ನಡೆಯಿತು. ಕಾಂಗ್ರೆಸ್ ಮತ್ತು ಜೆಡಿಎಸ್ ಬೆಂಬಲಿತರು ಹಣಾಹಣಿ ನಡೆಸಿದ್ದು, ಒಟ್ಟು 15 ಮಂದಿ ಅಭ್ಯರ್ಥಿಗಳು ಕಣದಲ್ಲಿ ಉಳಿದಿದ್ದರು. ಸಾಲಗಾರರ ಸಾಮಾನ್ಯ ಕ್ಷೇತ್ರದಿಂದ 5 ನಿರ್ದೇಶಕರು ಆಯ್ಕೆ: ಸಂಘದ ಸಾಲಗಾರರ ಸಾಮಾನ್ಯ ಕ್ಷೇತ್ರದ 5 ನಿರ್ದೇಶಕ ಸ್ಥಾನಕ್ಕೆ ಒಟ್ಟು 7 ಮಂದಿ ಅಭ್ಯರ್ಥಿಗಳು ಕಣದಲ್ಲಿ ಸ್ಪರ್ಧೆ ಮಾಡಿದ್ದು, ಇದರಲ್ಲಿ ಕಾಂಗ್ರೆಸ್ <box>11 201 296 423</box>
scholarship-links[interactable]: https://ssp.postmatric.karnataka.gov.in, https://bcwd.karnataka.gov.in <box>806 1566 1196 1596</box>
